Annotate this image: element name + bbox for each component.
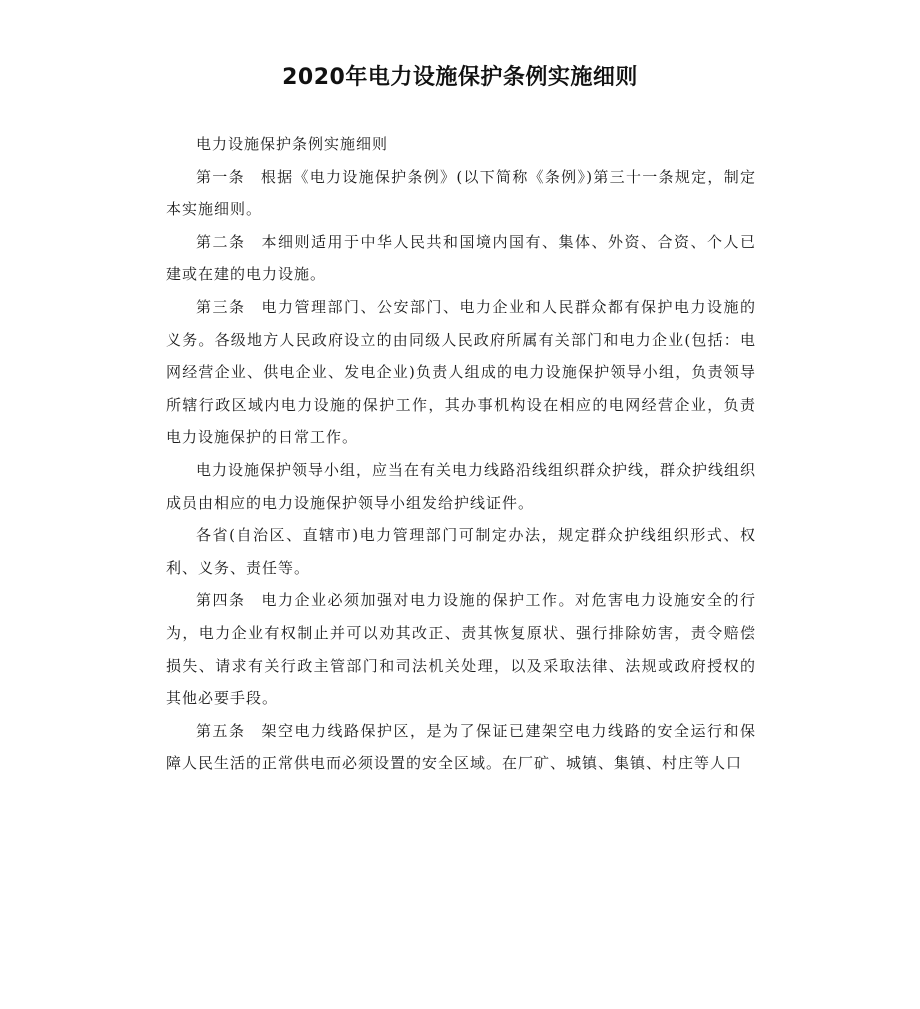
- clause-label: 第四条: [196, 591, 246, 610]
- paragraph-text: 架空电力线路保护区，是为了保证已建架空电力线路的安全运行和保障人民生活的正常供电而必须设置的安全区域。在厂矿、城镇、集镇、村庄等人口: [166, 721, 756, 773]
- paragraph-article-3-cont-1: [166, 454, 756, 519]
- paragraph-article-1: [166, 161, 756, 226]
- paragraph-text: 电力设施保护领导小组，应当在有关电力线路沿线组织群众护线，群众护线组织成员由相应的电力设施保护领导小组发给护线证件。: [166, 460, 757, 512]
- paragraph-text: 电力企业必须加强对电力设施的保护工作。对危害电力设施安全的行为，电力企业有权制止并可以劝其改正、责其恢复原状、强行排除妨害，责令赔偿损失、请求有关行政主管部门和司法机关处理，以及采取法律、法规或政府授权的其他必要手段。: [166, 591, 756, 708]
- paragraph-text: 本细则适用于中华人民共和国境内国有、集体、外资、合资、个人已建或在建的电力设施。: [166, 232, 756, 284]
- clause-label: 第一条: [196, 167, 245, 186]
- paragraph-article-3-cont-2: [166, 519, 756, 584]
- paragraph-article-3: [166, 291, 756, 454]
- paragraph-article-5: [166, 715, 756, 780]
- clause-label: 第五条: [196, 721, 246, 740]
- document-subtitle: 电力设施保护条例实施细则: [196, 135, 389, 153]
- paragraph-article-4: [166, 584, 756, 714]
- paragraph-text: 根据《电力设施保护条例》(以下简称《条例》)第三十一条规定，制定本实施细则。: [166, 167, 756, 219]
- document-body: [166, 128, 756, 780]
- paragraph-text: 各省(自治区、直辖市)电力管理部门可制定办法，规定群众护线组织形式、权利、义务、责任等。: [166, 526, 756, 577]
- clause-label: 第三条: [196, 297, 246, 316]
- clause-label: 第二条: [196, 232, 246, 251]
- paragraph-text: 电力管理部门、公安部门、电力企业和人民群众都有保护电力设施的义务。各级地方人民政府设立的由同级人民政府所属有关部门和电力企业(包括：电网经营企业、供电企业、发电企业)负责人组成的电力设施保护领导小组，负责领导所辖行政区域内电力设施的保护工作，其办事机构设在相应的电网经营企业，负责电力设施保护的日常工作。: [166, 297, 756, 447]
- document-title: 2020年电力设施保护条例实施细则: [282, 65, 638, 90]
- paragraph-article-2: [166, 226, 756, 291]
